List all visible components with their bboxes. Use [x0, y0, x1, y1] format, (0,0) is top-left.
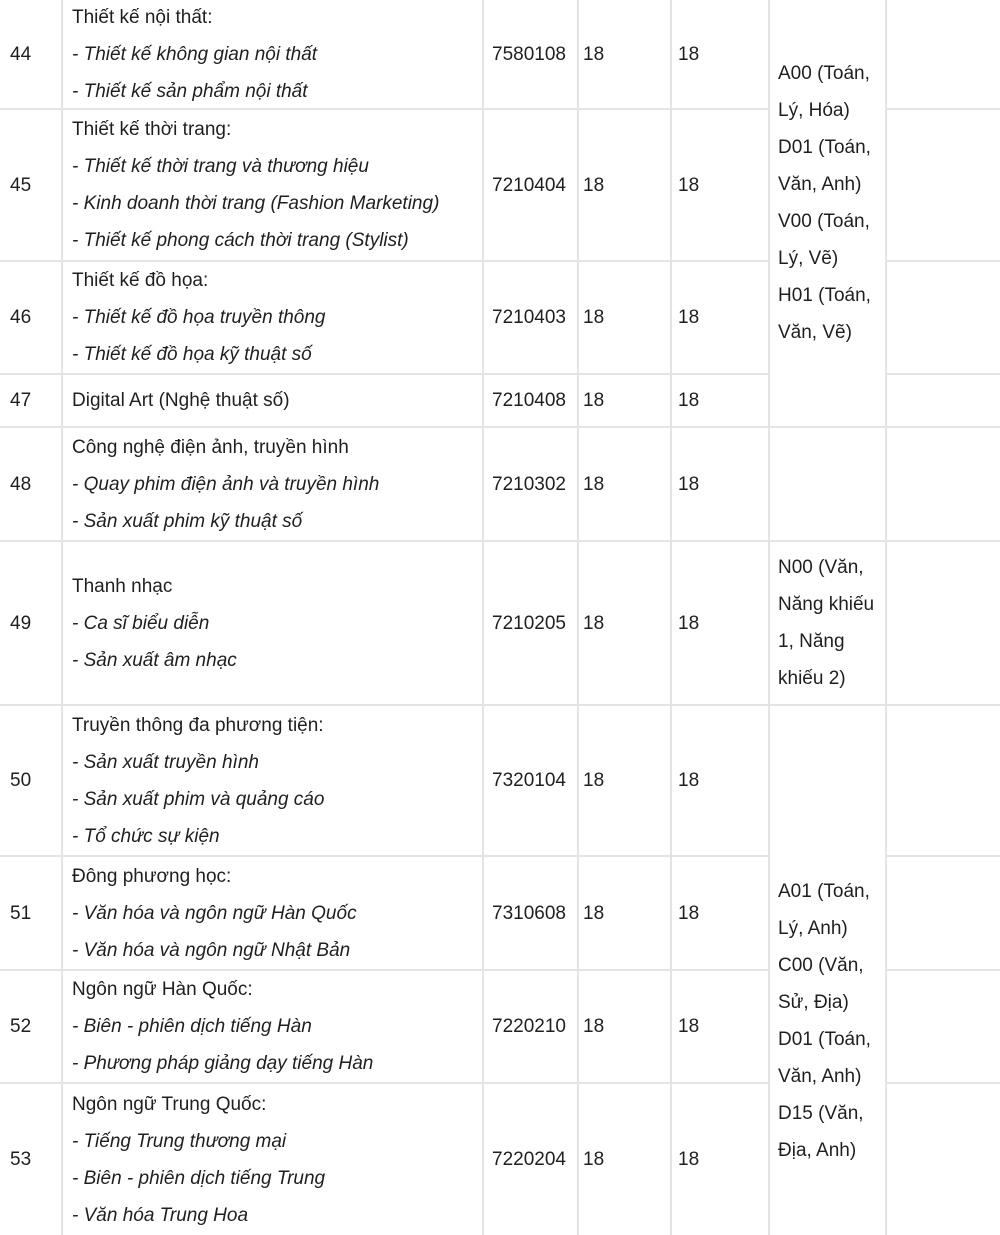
row-divider [886, 969, 1000, 971]
major-code: 7210302 [492, 473, 566, 495]
major-cell [63, 857, 483, 969]
major-cell [63, 1084, 483, 1235]
score-2: 18 [678, 307, 700, 328]
major-title: Ngôn ngữ Trung Quốc: [72, 1093, 267, 1115]
major-specialization: - Thiết kế sản phẩm nội thất [72, 80, 308, 102]
major-specialization: - Thiết kế phong cách thời trang (Stylist) [72, 230, 409, 251]
row-number: 44 [10, 43, 32, 65]
combination-line: Văn, Anh) [778, 1065, 862, 1087]
major-code: 7210205 [492, 612, 566, 634]
major-code: 7210408 [492, 390, 566, 411]
score-2: 18 [678, 390, 700, 411]
score-1: 18 [583, 307, 605, 328]
major-title: Thanh nhạc [72, 575, 173, 597]
major-specialization: - Ca sĩ biểu diễn [72, 612, 210, 634]
combination-line: Văn, Vẽ) [778, 322, 852, 343]
combination-line: C00 (Văn, [778, 954, 864, 976]
score-1: 18 [583, 1149, 605, 1170]
major-specialization: - Sản xuất phim và quảng cáo [72, 788, 325, 810]
row-divider [886, 855, 1000, 857]
row-divider [886, 260, 1000, 262]
row-number: 46 [10, 307, 32, 328]
combination-line: A00 (Toán, [778, 63, 870, 84]
major-cell [63, 262, 483, 373]
row-number: 50 [10, 770, 32, 791]
combination-line: D01 (Toán, [778, 137, 871, 158]
major-title: Ngôn ngữ Hàn Quốc: [72, 979, 253, 1000]
major-title: Truyền thông đa phương tiện: [72, 714, 324, 736]
score-1: 18 [583, 174, 605, 196]
major-specialization: - Sản xuất phim kỹ thuật số [72, 510, 303, 532]
major-title: Đông phương học: [72, 865, 232, 887]
major-specialization: - Tiếng Trung thương mại [72, 1130, 287, 1152]
major-cell [63, 375, 483, 426]
score-2: 18 [678, 174, 700, 196]
row-number: 51 [10, 902, 32, 924]
subject-combination [770, 542, 886, 704]
combination-line: N00 (Văn, [778, 557, 864, 578]
major-code: 7320104 [492, 770, 566, 791]
row-number: 45 [10, 174, 32, 196]
major-specialization: - Thiết kế thời trang và thương hiệu [72, 156, 369, 177]
score-1: 18 [583, 612, 605, 634]
combination-line: Sử, Địa) [778, 991, 849, 1013]
row-number: 52 [10, 1016, 32, 1037]
major-cell [63, 0, 483, 108]
combination-line: Văn, Anh) [778, 174, 862, 195]
row-divider [886, 1082, 1000, 1084]
combination-line: 1, Năng [778, 631, 845, 652]
major-cell [63, 706, 483, 855]
row-divider [886, 704, 1000, 706]
major-title: Thiết kế nội thất: [72, 6, 213, 28]
combination-line: D01 (Toán, [778, 1028, 871, 1050]
score-1: 18 [583, 390, 605, 411]
major-code: 7210403 [492, 307, 566, 328]
score-2: 18 [678, 902, 700, 924]
major-specialization: - Sản xuất âm nhạc [72, 649, 237, 671]
score-1: 18 [583, 770, 605, 791]
score-2: 18 [678, 473, 700, 495]
major-code: 7310608 [492, 902, 566, 924]
combination-line: Lý, Vẽ) [778, 248, 839, 269]
major-code: 7220204 [492, 1149, 566, 1170]
major-cell [63, 971, 483, 1082]
major-specialization: - Văn hóa và ngôn ngữ Nhật Bản [72, 939, 351, 961]
major-specialization: - Tổ chức sự kiện [72, 825, 220, 847]
major-code: 7580108 [492, 43, 566, 65]
major-code: 7220210 [492, 1016, 566, 1037]
major-specialization: - Văn hóa và ngôn ngữ Hàn Quốc [72, 902, 357, 924]
major-specialization: - Biên - phiên dịch tiếng Trung [72, 1167, 326, 1189]
subject-combination [770, 706, 886, 1235]
score-1: 18 [583, 43, 605, 65]
combination-line: Lý, Hóa) [778, 100, 850, 121]
major-specialization: - Thiết kế không gian nội thất [72, 43, 318, 65]
major-cell [63, 110, 483, 260]
combination-line: Địa, Anh) [778, 1139, 857, 1161]
combination-line: D15 (Văn, [778, 1102, 864, 1124]
major-specialization: - Sản xuất truyền hình [72, 751, 259, 773]
row-divider [770, 426, 886, 428]
score-1: 18 [583, 473, 605, 495]
row-number: 53 [10, 1149, 32, 1170]
row-divider [886, 373, 1000, 375]
score-2: 18 [678, 770, 700, 791]
row-divider [886, 540, 1000, 542]
combination-line: V00 (Toán, [778, 211, 870, 232]
combination-line: Năng khiếu [778, 594, 875, 615]
major-specialization: - Kinh doanh thời trang (Fashion Marketing) [72, 193, 440, 214]
major-cell [63, 428, 483, 540]
row-number: 48 [10, 473, 32, 495]
score-2: 18 [678, 43, 700, 65]
score-1: 18 [583, 1016, 605, 1037]
major-specialization: - Thiết kế đồ họa truyền thông [72, 307, 326, 328]
major-specialization: - Văn hóa Trung Hoa [72, 1204, 249, 1226]
major-title: Digital Art (Nghệ thuật số) [72, 390, 290, 411]
major-code: 7210404 [492, 174, 566, 196]
score-2: 18 [678, 1016, 700, 1037]
subject-combination [770, 0, 886, 426]
combination-line: Lý, Anh) [778, 917, 848, 939]
score-2: 18 [678, 1149, 700, 1170]
major-cell [63, 542, 483, 704]
major-specialization: - Quay phim điện ảnh và truyền hình [72, 473, 380, 495]
row-divider [886, 426, 1000, 428]
major-specialization: - Thiết kế đồ họa kỹ thuật số [72, 344, 312, 365]
combination-line: H01 (Toán, [778, 285, 871, 306]
score-2: 18 [678, 612, 700, 634]
major-title: Thiết kế đồ họa: [72, 270, 209, 291]
row-number: 47 [10, 390, 32, 411]
major-title: Thiết kế thời trang: [72, 119, 232, 140]
major-specialization: - Biên - phiên dịch tiếng Hàn [72, 1016, 312, 1037]
major-specialization: - Phương pháp giảng dạy tiếng Hàn [72, 1053, 374, 1074]
row-divider [886, 108, 1000, 110]
score-1: 18 [583, 902, 605, 924]
combination-line: khiếu 2) [778, 668, 846, 689]
major-title: Công nghệ điện ảnh, truyền hình [72, 436, 349, 458]
row-number: 49 [10, 612, 32, 634]
combination-line: A01 (Toán, [778, 880, 870, 902]
